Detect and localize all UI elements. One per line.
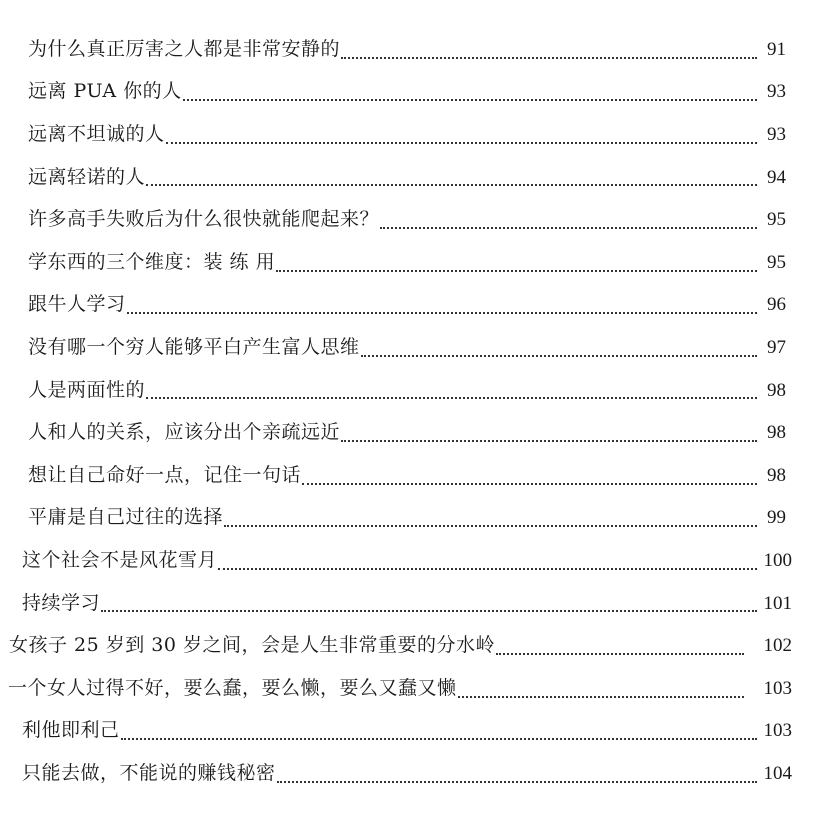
toc-entry-title: 利他即利己 <box>22 719 120 742</box>
table-of-contents <box>0 28 823 795</box>
dot-leader <box>101 609 757 612</box>
toc-entry-title: 人是两面性的 <box>28 378 146 401</box>
dot-leader <box>276 269 757 272</box>
toc-entry-title: 只能去做，不能说的赚钱秘密 <box>22 761 276 784</box>
toc-entry-page: 101 <box>763 592 792 614</box>
toc-entry-title: 想让自己命好一点，记住一句话 <box>28 463 302 486</box>
toc-entry-title: 为什么真正厉害之人都是非常安静的 <box>28 37 341 60</box>
toc-entry-title: 女孩子 25 岁到 30 岁之间，会是人生非常重要的分水岭 <box>9 634 496 657</box>
toc-entry-title: 学东西的三个维度：装 练 用 <box>28 250 276 273</box>
toc-entry[interactable] <box>0 411 823 454</box>
toc-entry[interactable] <box>0 710 823 753</box>
toc-entry-page: 100 <box>763 549 792 571</box>
toc-entry-page: 99 <box>767 507 786 529</box>
dot-leader <box>458 695 744 698</box>
toc-entry[interactable] <box>0 667 823 710</box>
toc-entry[interactable] <box>0 326 823 369</box>
dot-leader <box>361 354 757 357</box>
toc-entry[interactable] <box>0 156 823 199</box>
toc-entry-title: 平庸是自己过往的选择 <box>28 506 224 529</box>
toc-entry-page: 98 <box>767 422 786 444</box>
dot-leader <box>183 98 757 101</box>
toc-entry-page: 104 <box>763 762 792 784</box>
toc-entry[interactable] <box>0 752 823 795</box>
toc-entry-title: 这个社会不是风花雪月 <box>22 548 218 571</box>
toc-entry-page: 103 <box>763 677 792 699</box>
toc-entry[interactable] <box>0 241 823 284</box>
dot-leader <box>121 737 757 740</box>
dot-leader <box>496 652 744 655</box>
toc-entry[interactable] <box>0 71 823 114</box>
dot-leader <box>127 311 757 314</box>
toc-entry-page: 91 <box>767 38 786 60</box>
toc-entry-title: 人和人的关系，应该分出个亲疏远近 <box>28 421 341 444</box>
toc-entry[interactable] <box>0 28 823 71</box>
toc-entry-page: 94 <box>767 166 786 188</box>
toc-entry-title: 许多高手失败后为什么很快就能爬起来？ <box>28 208 380 231</box>
toc-entry-title: 一个女人过得不好，要么蠢，要么懒，要么又蠢又懒 <box>8 676 457 699</box>
toc-entry[interactable] <box>0 624 823 667</box>
toc-entry[interactable] <box>0 369 823 412</box>
toc-entry-title: 持续学习 <box>22 591 101 614</box>
toc-entry-page: 103 <box>763 720 792 742</box>
toc-entry[interactable] <box>0 539 823 582</box>
toc-entry-title: 远离不坦诚的人 <box>28 122 165 145</box>
toc-entry-title: 没有哪一个穷人能够平白产生富人思维 <box>28 335 360 358</box>
toc-entry-page: 102 <box>763 635 792 657</box>
dot-leader <box>341 56 757 59</box>
toc-entry[interactable] <box>0 284 823 327</box>
dot-leader <box>380 226 757 229</box>
toc-entry-page: 93 <box>767 123 786 145</box>
toc-entry[interactable] <box>0 113 823 156</box>
dot-leader <box>218 567 757 570</box>
dot-leader <box>146 183 757 186</box>
dot-leader <box>166 141 757 144</box>
toc-entry-title: 跟牛人学习 <box>28 293 126 316</box>
toc-entry-page: 98 <box>767 379 786 401</box>
dot-leader <box>224 524 757 527</box>
toc-entry[interactable] <box>0 454 823 497</box>
dot-leader <box>302 482 757 485</box>
toc-entry-title: 远离 PUA 你的人 <box>28 80 182 103</box>
toc-entry-page: 95 <box>767 209 786 231</box>
toc-entry[interactable] <box>0 582 823 625</box>
dot-leader <box>146 396 757 399</box>
toc-entry-page: 96 <box>767 294 786 316</box>
dot-leader <box>341 439 757 442</box>
dot-leader <box>277 780 757 783</box>
toc-entry-page: 98 <box>767 464 786 486</box>
toc-entry-page: 97 <box>767 336 786 358</box>
toc-entry-page: 93 <box>767 81 786 103</box>
toc-entry-title: 远离轻诺的人 <box>28 165 146 188</box>
toc-entry-page: 95 <box>767 251 786 273</box>
toc-entry[interactable] <box>0 497 823 540</box>
toc-entry[interactable] <box>0 198 823 241</box>
